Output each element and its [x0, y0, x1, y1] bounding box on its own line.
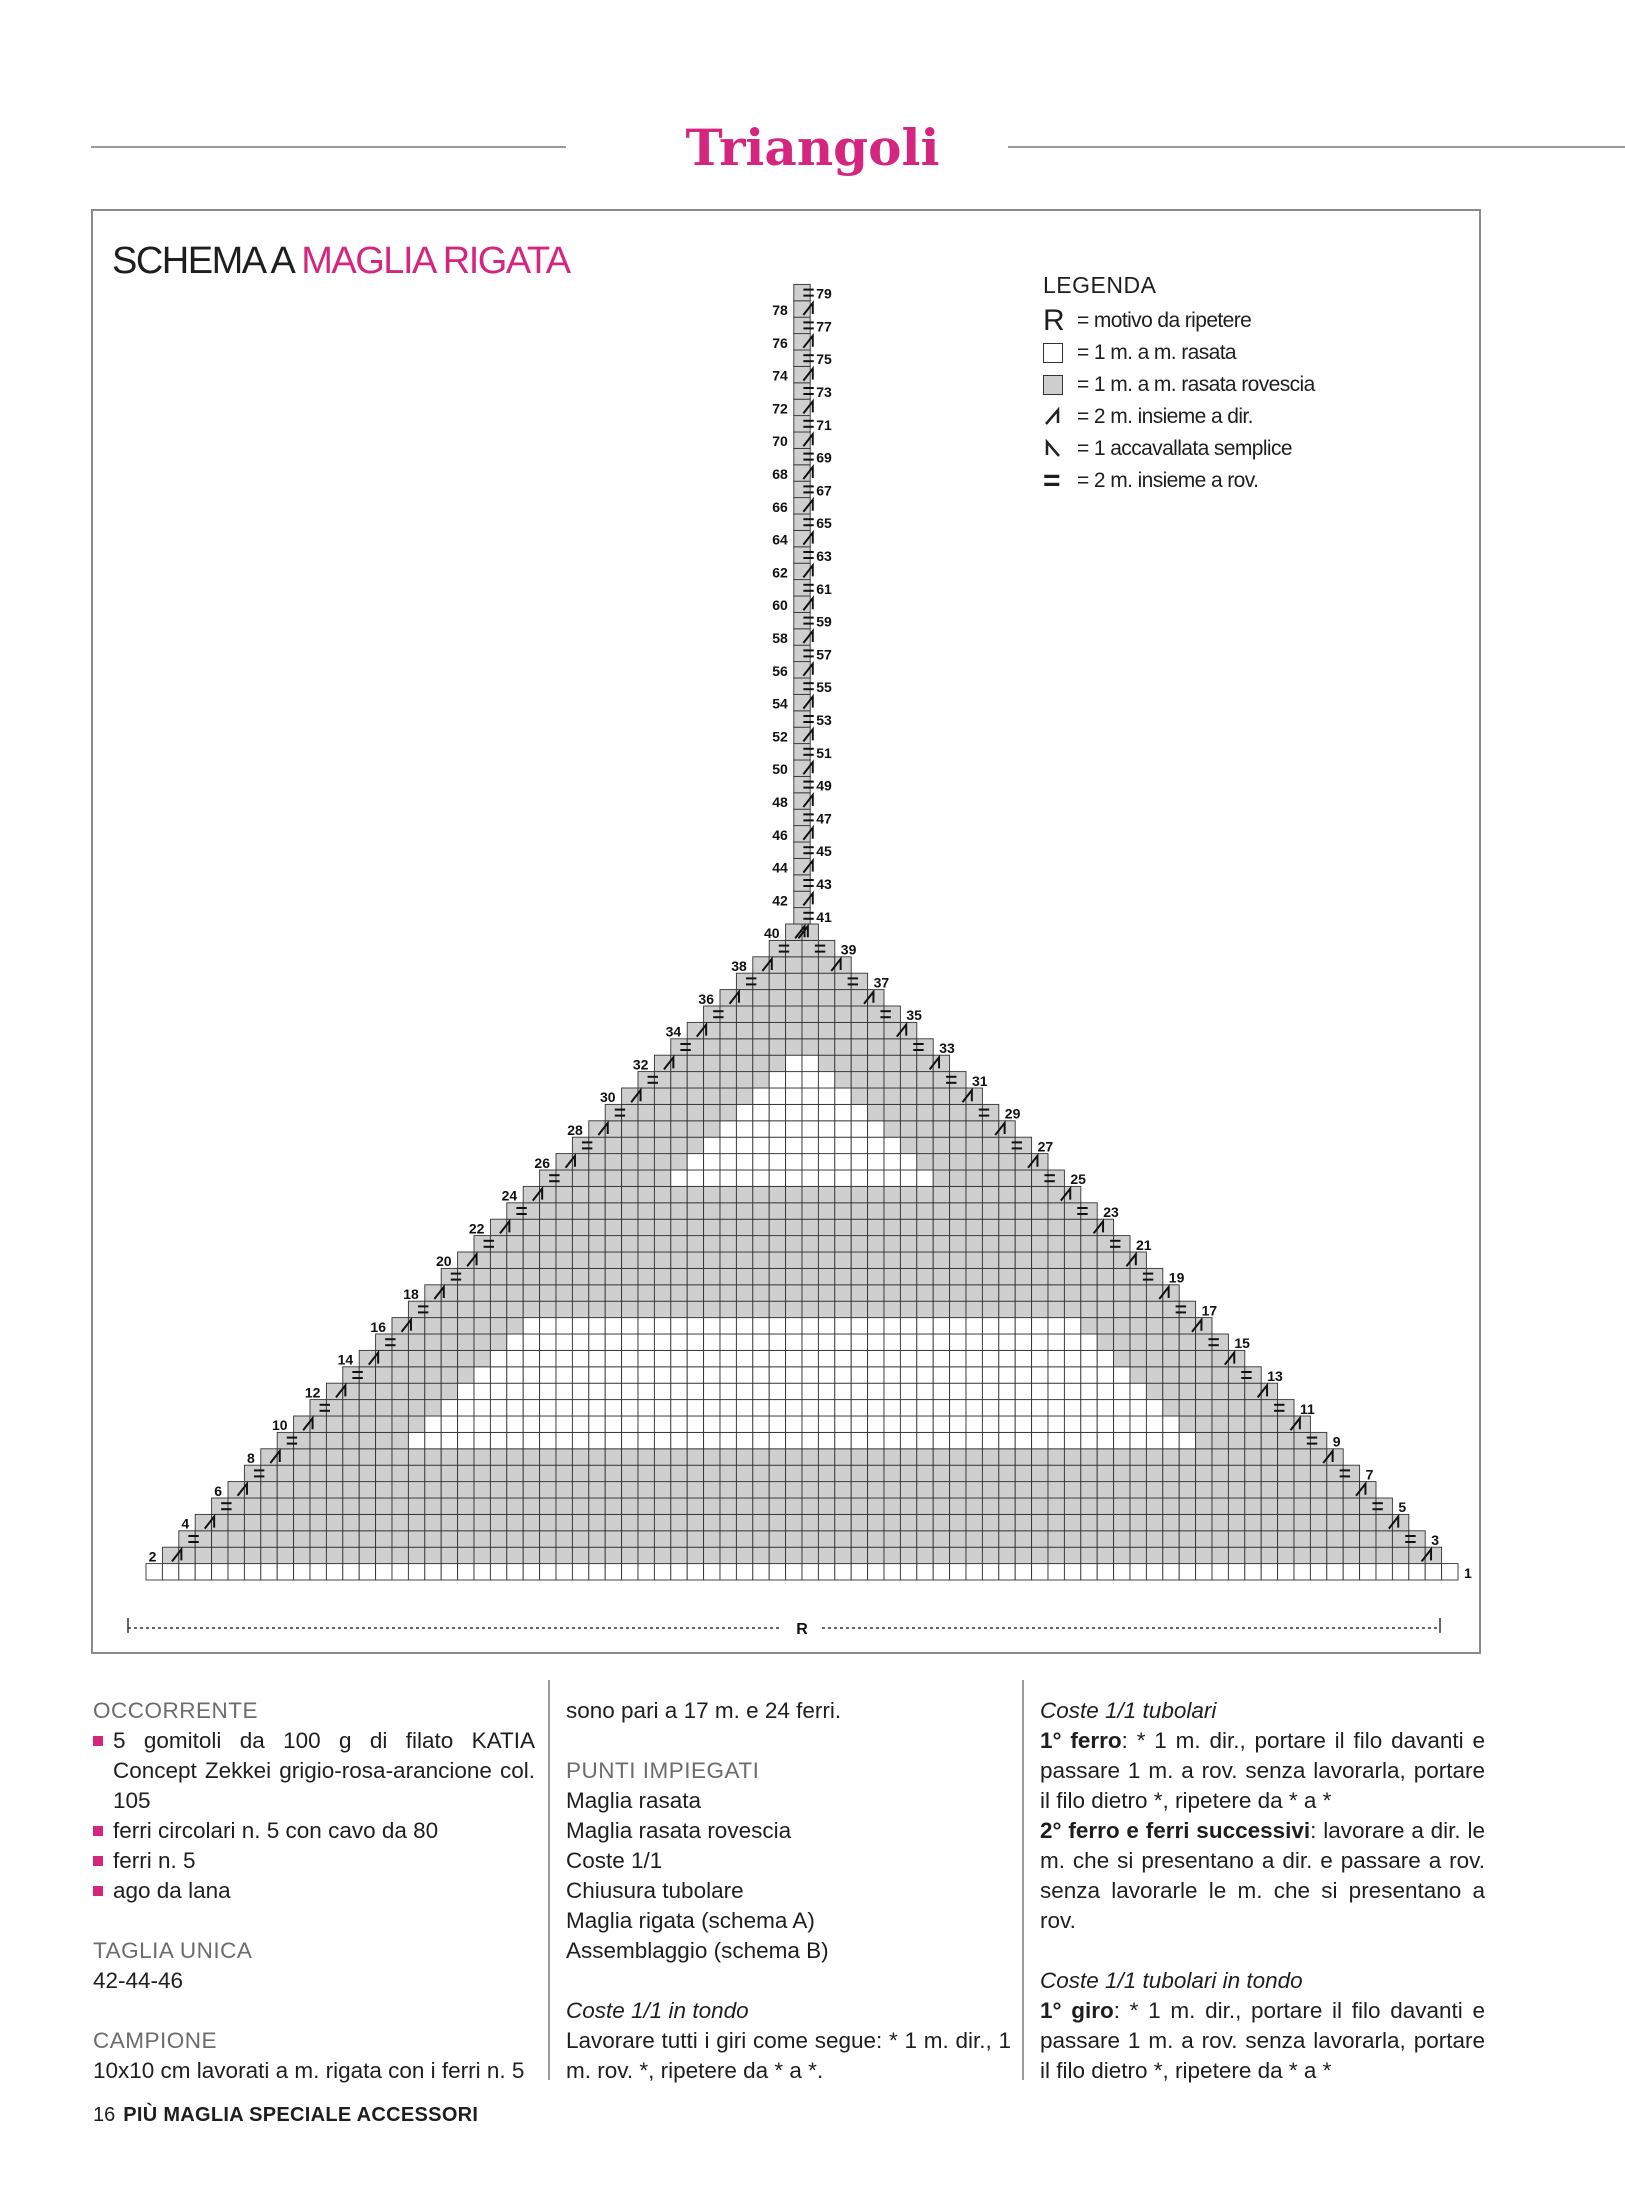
row-label: 10 [272, 1417, 288, 1434]
row-label: 27 [1037, 1138, 1054, 1155]
legend-title: LEGENDA [1043, 272, 1157, 298]
coste-tondo-title: Coste 1/1 in tondo [566, 1998, 749, 2023]
row-label: 13 [1267, 1368, 1283, 1384]
repeat-symbol: R [1043, 304, 1065, 337]
publication-name: PIÙ MAGLIA SPECIALE ACCESSORI [123, 2104, 479, 2126]
row-label: 39 [840, 941, 857, 958]
column-stitches [566, 1696, 1011, 2086]
row-label: 36 [698, 990, 714, 1007]
list-item: Maglia rasata rovescia [566, 1818, 792, 1843]
row-label: 64 [772, 531, 788, 548]
tubolari-title: Coste 1/1 tubolari [1040, 1698, 1217, 1723]
row-label: 4 [181, 1515, 190, 1532]
row-label: 32 [632, 1056, 649, 1073]
row-label: 41 [816, 908, 832, 925]
list-item: 5 gomitoli da 100 g di filato KATIA Concept Zekkei grigio-rosa-arancione col. 105 [93, 1726, 535, 1816]
row-label: 7 [1365, 1466, 1374, 1483]
punti-heading: PUNTI IMPIEGATI [566, 1758, 760, 1783]
row-label: 56 [772, 662, 788, 679]
row-label: 78 [772, 302, 788, 318]
row-label: 8 [247, 1450, 255, 1466]
page-footer [93, 2104, 478, 2127]
row-label: 22 [468, 1220, 485, 1237]
row-label: 73 [816, 384, 832, 400]
legend-item-skp: = 1 accavallata semplice [1043, 433, 1315, 465]
row-label: 53 [816, 712, 832, 728]
row-label: 6 [214, 1482, 222, 1499]
row-label: 74 [772, 367, 788, 384]
taglia-heading: TAGLIA UNICA [93, 1938, 253, 1963]
row-label: 69 [816, 449, 832, 466]
legend-item-k2tog: = 2 m. insieme a dir. [1043, 401, 1315, 433]
row-label: 77 [816, 318, 832, 335]
row-label: 25 [1070, 1171, 1086, 1188]
chart-title: SCHEMA A MAGLIA RIGATA [112, 240, 570, 282]
row-label: 58 [772, 630, 788, 646]
grey-square-icon [1043, 375, 1063, 395]
list-item: Assemblaggio (schema B) [566, 1938, 829, 1963]
row-label: 57 [816, 646, 832, 663]
row-label: 50 [772, 761, 788, 778]
row-label: 35 [906, 1007, 922, 1024]
row-label: 45 [816, 843, 832, 860]
row-label: 49 [816, 777, 832, 794]
row-label: 46 [772, 826, 788, 843]
row-label: 65 [816, 515, 832, 532]
row-label: 44 [772, 859, 788, 876]
white-square-icon [1043, 343, 1063, 363]
coste-tondo-text: Lavorare tutti i giri come segue: * 1 m. dir., 1 m. rov. *, ripetere da * a *. [566, 2028, 1011, 2083]
row-label: 29 [1004, 1105, 1021, 1122]
legend-item-p2tog: = = 2 m. insieme a rov. [1043, 464, 1259, 497]
list-item: Maglia rigata (schema A) [566, 1908, 815, 1933]
skp-icon [1043, 439, 1063, 459]
legend-item-repeat: R = motivo da ripetere [1043, 304, 1252, 337]
row-label: 21 [1136, 1236, 1152, 1253]
legend-item-knit: = 1 m. a m. rasata [1043, 337, 1315, 369]
column-materials [93, 1696, 535, 2086]
p2tog-symbol: = [1043, 464, 1061, 497]
row-label: 52 [772, 728, 788, 745]
campione-heading: CAMPIONE [93, 2028, 218, 2053]
list-item: ago da lana [93, 1876, 535, 1906]
list-item: Coste 1/1 [566, 1848, 663, 1873]
row-label: 40 [764, 925, 780, 942]
section-title: Triangoli [685, 118, 940, 177]
row-label: 72 [772, 400, 788, 417]
row-label: 23 [1103, 1204, 1119, 1220]
row-label: 70 [772, 433, 788, 450]
legend-item-purl: = 1 m. a m. rasata rovescia [1043, 369, 1315, 401]
row-label: 48 [772, 794, 788, 810]
row-label: 14 [337, 1351, 354, 1368]
row-label: 37 [873, 974, 890, 991]
row-label: 55 [816, 679, 832, 696]
list-item: Maglia rasata [566, 1788, 702, 1813]
tubolari-tondo-title: Coste 1/1 tubolari in tondo [1040, 1968, 1303, 1993]
list-item: Chiusura tubolare [566, 1878, 744, 1903]
row-label: 26 [534, 1154, 550, 1171]
campione-continued: sono pari a 17 m. e 24 ferri. [566, 1698, 842, 1723]
row-label: 61 [816, 580, 832, 597]
row-label: 20 [436, 1253, 452, 1270]
ferro2-text: 2° ferro e ferri successivi: lavorare a dir. le m. che si presentano a dir. e passare a rov. senza lavorarle le m. che si presentano a rov. [1040, 1818, 1485, 1933]
list-item: ferri circolari n. 5 con cavo da 80 [93, 1816, 535, 1846]
row-label: 71 [816, 416, 832, 433]
column-instructions [1040, 1696, 1485, 2086]
row-label: 67 [816, 482, 832, 499]
row-label: 1 [1464, 1564, 1472, 1581]
row-label: 60 [772, 597, 788, 614]
k2tog-icon [1043, 407, 1063, 427]
row-label: 17 [1201, 1302, 1218, 1319]
legend [1043, 272, 1315, 497]
row-label: 68 [772, 466, 788, 482]
ferro1-text: 1° ferro: * 1 m. dir., portare il filo davanti e passare 1 m. a rov. senza lavorarla, portare il filo dietro *, ripetere da * a * [1040, 1728, 1485, 1813]
row-label: 33 [939, 1040, 955, 1056]
row-label: 51 [816, 744, 832, 761]
row-label: 42 [772, 892, 788, 909]
row-label: 3 [1431, 1532, 1439, 1548]
row-label: 34 [665, 1023, 682, 1040]
repeat-label: R [796, 1621, 808, 1638]
row-label: 24 [501, 1187, 518, 1204]
row-label: 12 [304, 1384, 321, 1401]
row-label: 15 [1234, 1335, 1250, 1352]
taglia-value: 42-44-46 [93, 1968, 184, 1993]
row-label: 79 [816, 285, 832, 302]
page-number: 16 [93, 2104, 116, 2126]
row-label: 62 [772, 564, 788, 581]
row-label: 43 [816, 876, 832, 892]
row-label: 2 [148, 1548, 157, 1565]
row-label: 9 [1332, 1433, 1341, 1450]
row-label: 18 [403, 1286, 419, 1302]
column-divider [1022, 1680, 1024, 2080]
giro1-text: 1° giro: * 1 m. dir., portare il filo davanti e passare 1 m. a rov. senza lavorarla, portare il filo dietro *, ripetere da * a * [1040, 1998, 1485, 2083]
row-label: 59 [816, 613, 832, 630]
row-label: 76 [772, 334, 788, 351]
list-item: ferri n. 5 [93, 1846, 535, 1876]
row-label: 38 [731, 958, 747, 974]
row-label: 30 [600, 1089, 616, 1106]
row-label: 63 [816, 548, 832, 564]
campione-text: 10x10 cm lavorati a m. rigata con i ferri n. 5 [93, 2058, 525, 2083]
row-label: 19 [1168, 1269, 1185, 1286]
row-label: 16 [370, 1318, 386, 1335]
row-label: 66 [772, 498, 788, 515]
row-label: 31 [972, 1072, 988, 1089]
row-label: 47 [816, 810, 832, 827]
row-label: 28 [567, 1122, 583, 1138]
row-label: 75 [816, 351, 832, 368]
occorrente-heading: OCCORRENTE [93, 1698, 259, 1723]
column-divider [548, 1680, 550, 2080]
row-label: 54 [772, 695, 788, 712]
row-label: 5 [1398, 1499, 1407, 1516]
row-label: 11 [1300, 1400, 1315, 1417]
